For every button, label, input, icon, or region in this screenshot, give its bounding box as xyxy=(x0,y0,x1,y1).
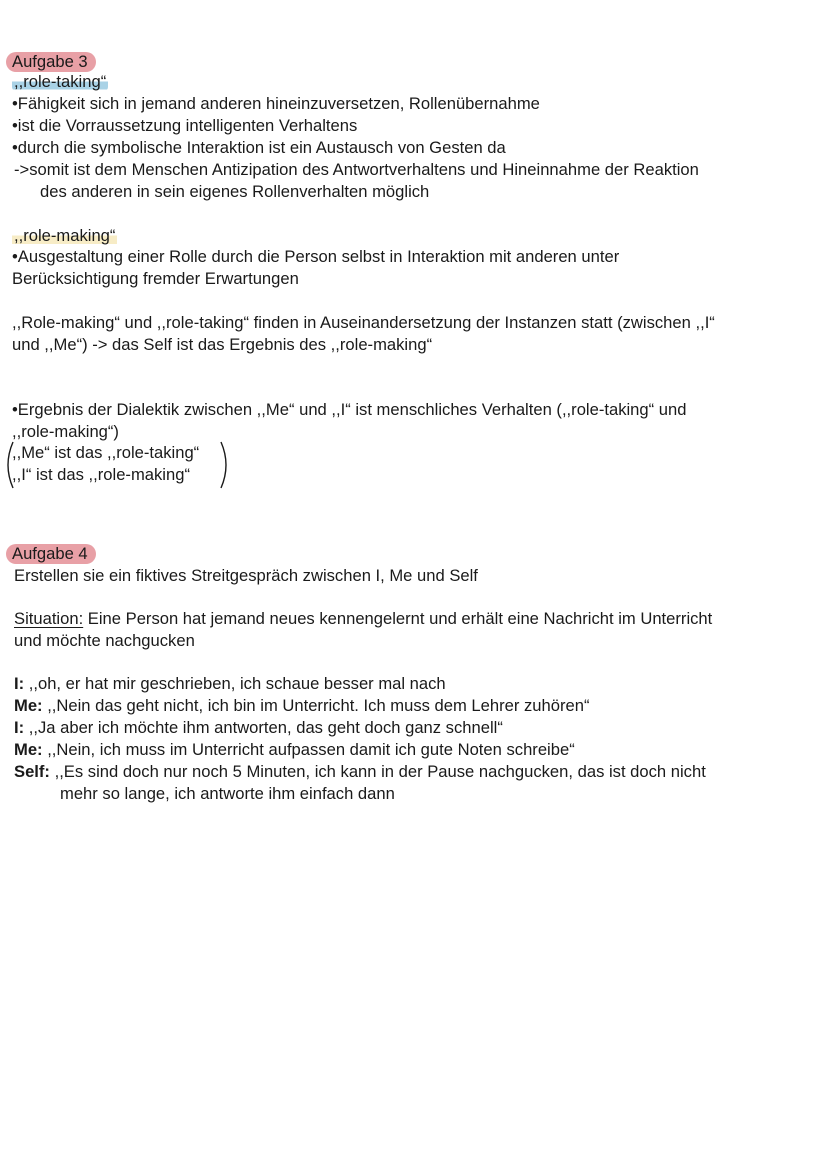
role-taking-line-2: •ist die Vorraussetzung intelligenten Verhaltens xyxy=(12,116,358,135)
dialogue-line-1 xyxy=(14,673,446,695)
role-taking-title-text: ,,role-taking“ xyxy=(14,72,107,91)
role-making-line-1: •Ausgestaltung einer Rolle durch die Person selbst in Interaktion mit anderen unter xyxy=(12,247,620,266)
speaker-label: Me: xyxy=(14,740,43,759)
speaker-label: I: xyxy=(14,674,25,693)
aufgabe3-heading: Aufgabe 3 xyxy=(6,52,96,72)
dialogue-text: ,,Nein, ich muss im Unterricht aufpassen damit ich gute Noten schreibe“ xyxy=(42,740,575,759)
instances-paragraph-line-2: und ,,Me“) -> das Self ist das Ergebnis des ,,role-making“ xyxy=(12,335,433,354)
aufgabe4-heading: Aufgabe 4 xyxy=(6,544,96,564)
bracket-line-me: ,,Me“ ist das ,,role-taking“ xyxy=(12,443,200,462)
situation-text: Eine Person hat jemand neues kennengelernt und erhält eine Nachricht im Unterricht xyxy=(83,609,713,628)
speaker-label: I: xyxy=(14,718,25,737)
dialogue-text: ,,Ja aber ich möchte ihm antworten, das geht doch ganz schnell“ xyxy=(24,718,503,737)
dialogue-line-3 xyxy=(14,717,503,739)
role-taking-line-1: •Fähigkeit sich in jemand anderen hineinzuversetzen, Rollenübernahme xyxy=(12,94,540,113)
dialogue-text: ,,Nein das geht nicht, ich bin im Unterricht. Ich muss dem Lehrer zuhören“ xyxy=(42,696,590,715)
role-making-line-2: Berücksichtigung fremder Erwartungen xyxy=(12,269,299,288)
situation-line-2: und möchte nachgucken xyxy=(14,631,195,650)
dialogue-line-5 xyxy=(14,761,706,783)
speaker-label: Self: xyxy=(14,762,50,781)
dialogue-line-4 xyxy=(14,739,575,761)
dialogue-line-5-continuation: mehr so lange, ich antworte ihm einfach dann xyxy=(60,784,395,803)
role-making-title-text: ,,role-making“ xyxy=(14,226,116,245)
right-parenthesis xyxy=(218,440,232,490)
speaker-label: Me: xyxy=(14,696,43,715)
instances-paragraph-line-1: ,,Role-making“ und ,,role-taking“ finden in Auseinandersetzung der Instanzen statt (zwischen ,,I“ xyxy=(12,313,715,332)
bracket-line-i: ,,I“ ist das ,,role-making“ xyxy=(12,465,190,484)
situation-line-1 xyxy=(14,608,712,630)
dialogue-text: ,,oh, er hat mir geschrieben, ich schaue besser mal nach xyxy=(24,674,446,693)
ergebnis-line-2: ,,role-making“) xyxy=(12,422,119,441)
role-taking-line-5: des anderen in sein eigenes Rollenverhalten möglich xyxy=(40,182,430,201)
situation-label: Situation: xyxy=(14,609,84,628)
role-taking-line-3: •durch die symbolische Interaktion ist ein Austausch von Gesten da xyxy=(12,138,506,157)
role-taking-title xyxy=(12,71,108,93)
ergebnis-line-1: •Ergebnis der Dialektik zwischen ,,Me“ und ,,I“ ist menschliches Verhalten (,,role-taking“ und xyxy=(12,400,687,419)
aufgabe4-task: Erstellen sie ein fiktives Streitgespräch zwischen I, Me und Self xyxy=(14,566,478,585)
dialogue-text: ,,Es sind doch nur noch 5 Minuten, ich kann in der Pause nachgucken, das ist doch nicht xyxy=(49,762,706,781)
role-making-title xyxy=(12,225,117,247)
dialogue-line-2 xyxy=(14,695,590,717)
role-taking-line-4: ->somit ist dem Menschen Antizipation des Antwortverhaltens und Hineinnahme der Reaktion xyxy=(14,160,699,179)
